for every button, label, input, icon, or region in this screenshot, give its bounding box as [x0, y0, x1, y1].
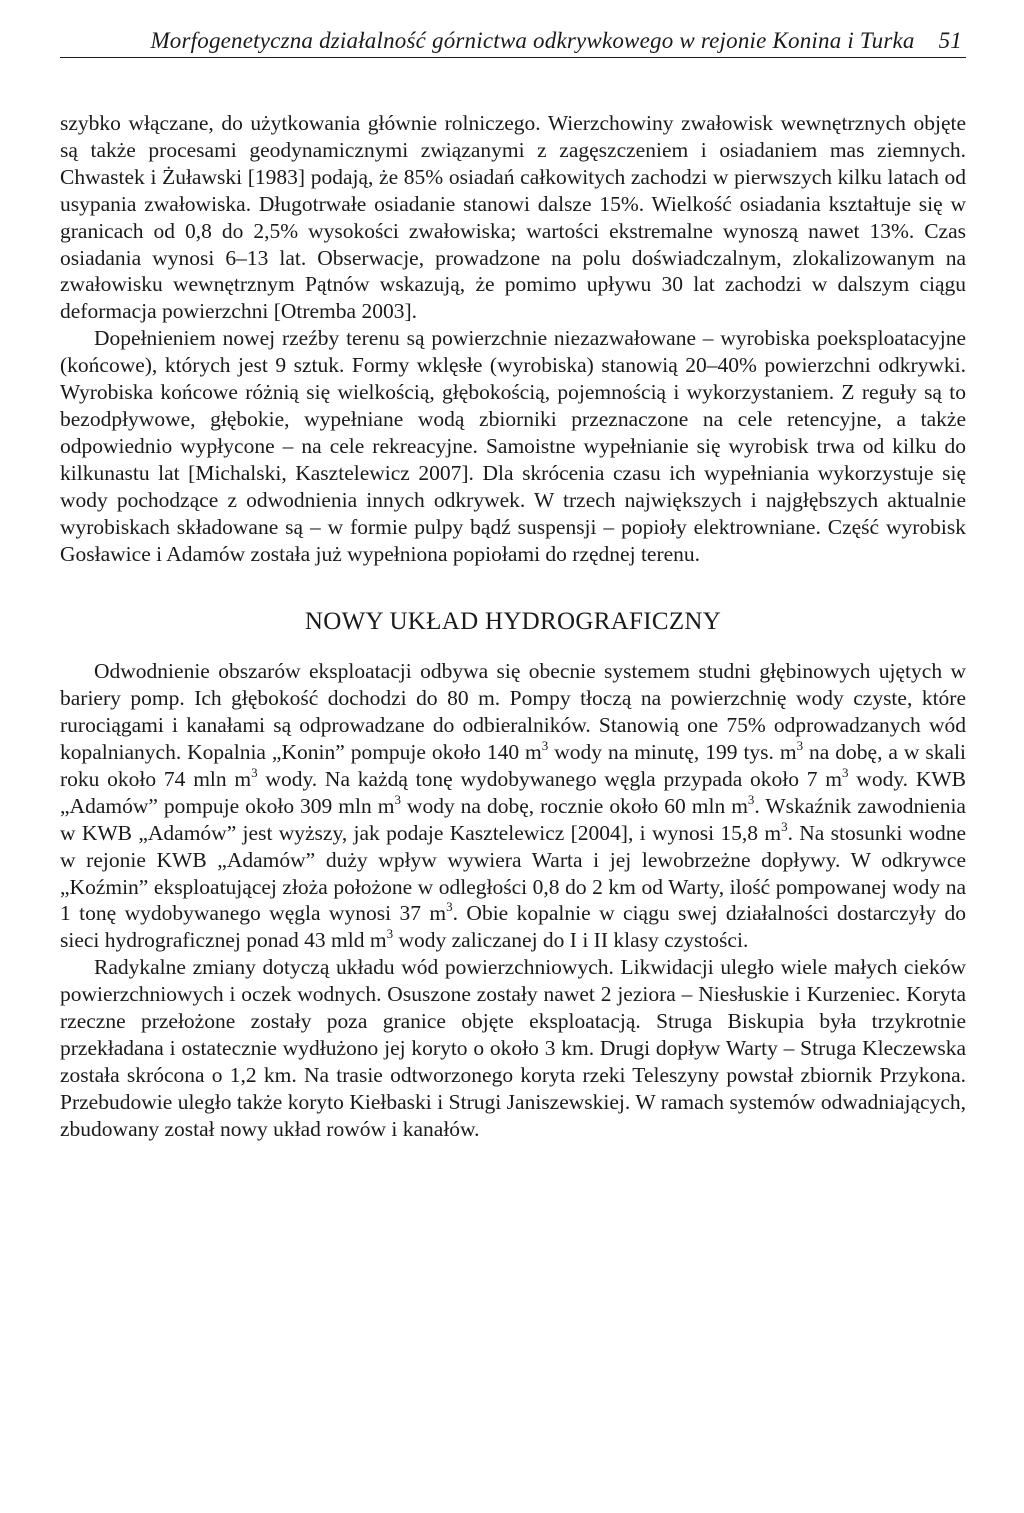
superscript-3: 3	[781, 818, 788, 834]
text-run: wody. KWB „Adamów” pompuje około 309 mln m	[60, 766, 966, 818]
running-head	[60, 28, 966, 58]
text-run: wody na minutę, 199 tys. m	[548, 740, 797, 765]
text-run: wody. Na każdą tonę wydobywanego węgla przypada około 7 m	[257, 766, 843, 791]
paragraph-surface-water: Radykalne zmiany dotyczą układu wód powierzchniowych. Likwidacji uległo wiele małych cieków powierzchniowych i oczek wodnych. Osuszone zostały nawet 2 jeziora – Niesłuskie i Kurzeniec. Koryta rzeczne przełożone zostały poza granice objęte eksploatacją. Struga Biskupia była trzykrotnie przekładana i ostatecznie wydłużono jej koryto o około 3 km. Drugi dopływ Warty – Struga Kleczewska została skrócona o 1,2 km. Na trasie odtworzonego koryta rzeki Teleszyny powstał zbiornik Przykona. Przebudowie uległo także koryto Kiełbaski i Strugi Janiszewskiej. W ramach systemów odwadniających, zbudowany został nowy układ rowów i kanałów.	[60, 955, 966, 1141]
superscript-3: 3	[541, 737, 549, 753]
paragraph-drainage	[60, 658, 966, 954]
superscript-3: 3	[747, 791, 755, 807]
superscript-3: 3	[446, 899, 453, 915]
text-run: . Wskaźnik zawodnienia w KWB „Adamów” jest wyższy, jak podaje Kasztelewicz [2004], i wynosi 15,8 m	[60, 793, 966, 845]
body-text	[60, 110, 966, 1143]
paragraph-pits: Dopełnieniem nowej rzeźby terenu są powierzchnie niezazwałowane – wyrobiska poeksploatacyjne (końcowe), których jest 9 sztuk. Formy wklęsłe (wyrobiska) stanowią 20–40% powierzchni odkrywki. Wyrobiska końcowe różnią się wielkością, głębokością, pojemnością i wykorzystaniem. Z reguły są to bezodpływowe, głębokie, wypełniane wodą zbiorniki przeznaczone na cele retencyjne, a także odpowiednio wypłycone – na cele rekreacyjne. Samoistne wypełnianie się wyrobisk trwa od kilku do kilkunastu lat [Michalski, Kasztelewicz 2007]. Dla skrócenia czasu ich wypełniania wykorzystuje się wody pochodzące z odwodnienia innych odkrywek. W trzech największych i najgłębszych aktualnie wyrobiskach składowane są – w formie pulpy bądź suspensji – popioły elektrowniane. Część wyrobisk Gosławice i Adamów została już wypełniona popiołami do rzędnej terenu.	[60, 326, 966, 566]
text-run: na dobę, a w skali roku około 74 mln m	[60, 740, 967, 791]
page	[60, 28, 966, 1143]
superscript-3: 3	[796, 737, 804, 753]
superscript-3: 3	[386, 926, 394, 942]
paragraph-continued: szybko włączane, do użytkowania głównie rolniczego. Wierzchowiny zwałowisk wewnętrznych objęte są także procesami geodynamicznymi związanymi z zagęszczeniem i osiadaniem mas ziemnych. Chwastek i Żuławski [1983] podają, że 85% osiadań całkowitych zachodzi w pierwszych kilku latach od usypania zwałowiska. Długotrwałe osiadanie stanowi dalsze 15%. Wielkość osiadania kształtuje się w granicach od 0,8 do 2,5% wysokości zwałowiska; wartości ekstremalne wynoszą nawet 13%. Czas osiadania wynosi 6–13 lat. Obserwacje, prowadzone na polu doświadczalnym, zlokalizowanym na zwałowisku wewnętrznym Pątnów wskazują, że pomimo upływu 30 lat zachodzi w dalszym ciągu deformacja powierzchni [Otremba 2003].	[60, 111, 966, 324]
running-head-title: Morfogenetyczna działalność górnictwa odkrywkowego w rejonie Konina i Turka	[150, 28, 915, 53]
text-run: wody na dobę, rocznie około 60 mln m	[400, 793, 748, 818]
section-heading: NOWY UKŁAD HYDROGRAFICZNY	[304, 608, 722, 636]
page-number: 51	[938, 28, 962, 53]
superscript-3: 3	[394, 791, 401, 807]
text-run: Odwodnienie obszarów eksploatacji odbywa się obecnie systemem studni głębinowych ujętych w bariery pomp. Ich głębokość dochodzi do 80 m. Pompy tłoczą na powierzchnię wody czyste, które rurociągami i kanałami są odprowadzane do odbieralników. Stanowią one 75% odprowadzanych wód kopalnianych. Kopalnia „Konin” pompuje około 140 m	[60, 659, 966, 765]
text-run: . Obie kopalnie w ciągu swej działalności dostarczyły do sieci hydrograficznej ponad 43 mld m	[60, 901, 966, 953]
text-run: wody zaliczanej do I i II klasy czystości.	[393, 928, 749, 953]
superscript-3: 3	[842, 764, 849, 780]
superscript-3: 3	[251, 764, 258, 780]
text-run: . Na stosunki wodne w rejonie KWB „Adamów” duży wpływ wywiera Warta i jej lewobrzeżne dopływy. W odkrywce „Koźmin” eksploatującej złoża położone w odległości 0,8 do 2 km od Warty, ilość pompowanej wody na 1 tonę wydobywanego węgla wynosi 37 m	[60, 820, 966, 926]
